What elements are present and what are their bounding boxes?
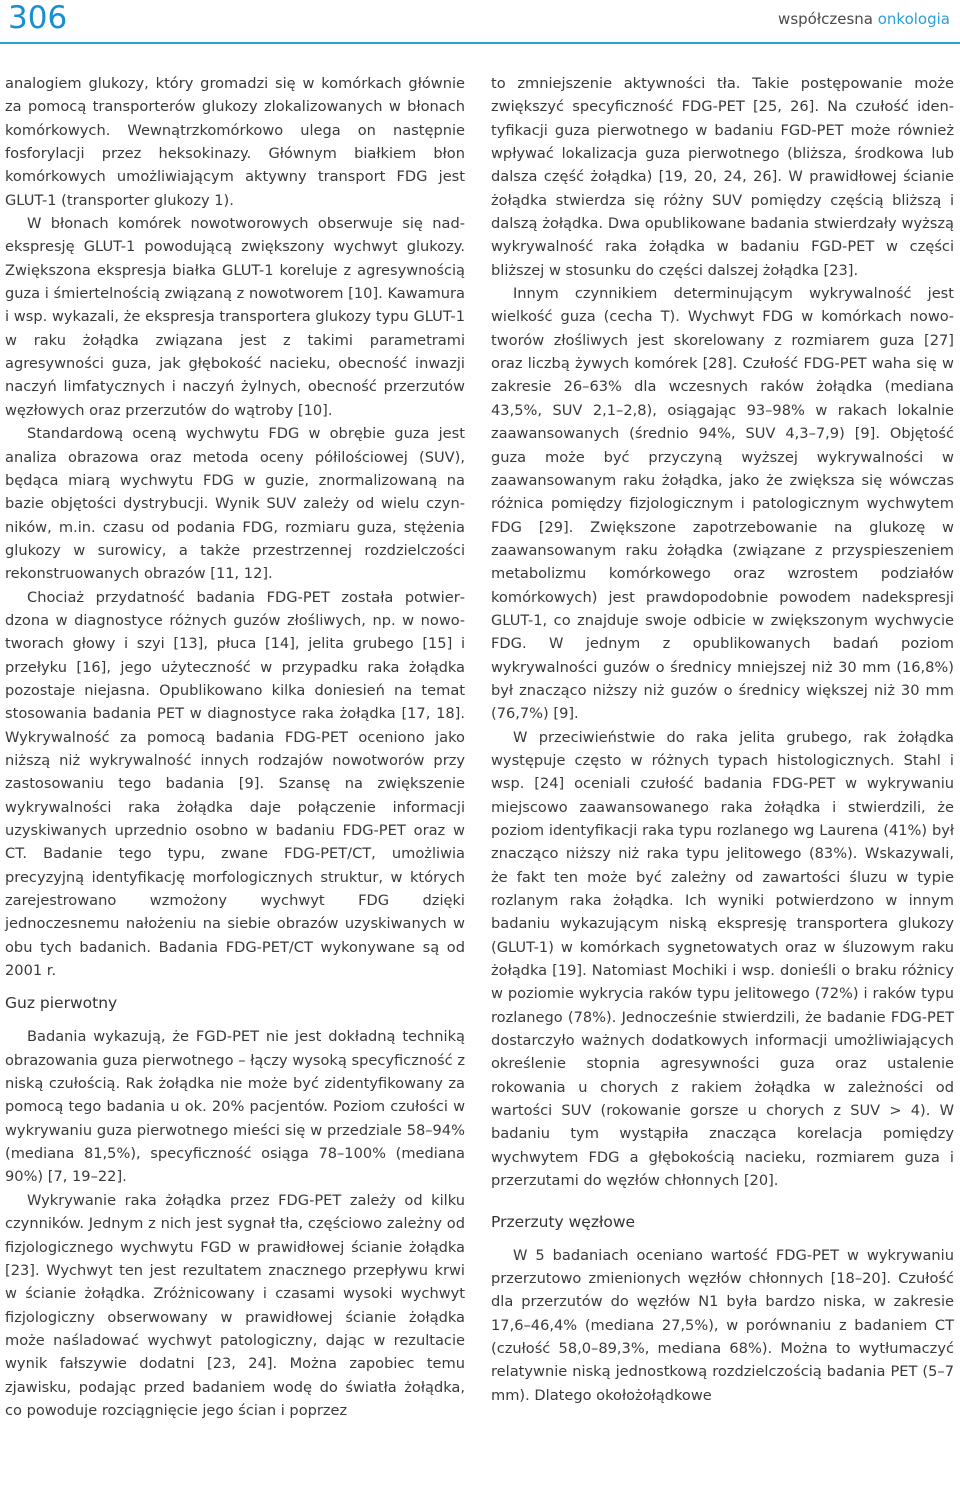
left-column (5, 72, 465, 1422)
paragraph: Standardową oceną wychwytu FDG w obrębie guza jest analiza obrazowa oraz metoda oceny półilościowej (SUV), będąca miarą wychwytu FDG w guzie, znormalizowaną na bazie objętości dystrybucji. Wynik SUV zależy od wielu czynników, m.in. czasu od podania FDG, rozmiaru guza, stężenia glukozy w surowicy, a także przestrzennej rozdzielczości rekonstruowanych obrazów [11, 12]. (5, 425, 465, 583)
paragraph: to zmniejszenie aktywności tła. Takie postępowanie może zwiększyć specyficzność FDG-PET [25, 26]. Na czułość identyfikacji guza pierwotnego w badaniu FGD-PET może również wpływać lokalizacja guza pierwotnego (bliższa, środkowa lub dalsza część żołądka) [19, 20, 24, 26]. W prawidłowej ścianie żołądka stwierdza się różny SUV pomiędzy częścią bliższą i dalszą żołądka. Dwa opublikowane badania stwierdzały wyższą wykrywalność raka żołądka w badaniu FGD-PET w części bliższej w stosunku do części dalszej żołądka [23]. (491, 75, 954, 279)
paragraph: W błonach komórek nowotworowych obserwuje się nadekspresję GLUT-1 powodującą zwiększony wychwyt glukozy. Zwiększona ekspresja białka GLUT-1 koreluje z agresywnością guza i śmiertelnością związaną z nowotworem [10]. Kawamura i wsp. wykazali, że ekspresja transportera glukozy typu GLUT-1 w raku żołądka związana jest z takimi parametrami agresywności guza, jak głębokość nacieku, obecność inwazji naczyń limfatycznych i naczyń żylnych, obecność przerzutów węzłowych oraz przerzutów do wątroby [10]. (5, 215, 465, 419)
paragraph: Innym czynnikiem determinującym wykrywalność jest wielkość guza (cecha T). Wychwyt FDG w komórkach nowotworów złośliwych jest skorelowany z rozmiarem guza [27] oraz liczbą żywych komórek [28]. Czułość FDG-PET waha się w zakresie 26–63% dla wczesnych raków żołądka (mediana 43,5%, SUV 2,1–2,8), osiągając 93–98% w rakach lokalnie zaawansowanych (średnio 94%, SUV 4,3–7,9) [9]. Objętość guza może być przyczyną wyższej wykrywalności w zaawansowanym raku żołądka, jako że zwiększa się wówczas różnica pomiędzy fizjologicznym i patologicznym wychwytem FDG [29]. Zwiększone zapotrzebowanie na glukozę w zaawansowanym raku żołądka (związane z przyspieszeniem metabolizmu komórkowego oraz wzrostem podziałów komórkowych) jest prawdopodobnie powodem nadekspresji GLUT-1, co znajduje swoje odbicie w zwiększonym wychwycie FDG. W jednym z opublikowanych badań poziom wykrywalności guzów o średnicy mniejszej niż 30 mm (16,8%) był znacząco niższy niż guzów o średnicy większej niż 30 mm (76,7%) [9]. (491, 285, 954, 723)
spacer (5, 982, 465, 992)
page-header (0, 0, 960, 40)
section-heading-guz-pierwotny: Guz pierwotny (5, 994, 118, 1013)
spacer (5, 1015, 465, 1025)
spacer (491, 1234, 954, 1244)
journal-title (778, 10, 950, 28)
paragraph: Badania wykazują, że FGD-PET nie jest dokładną techniką obrazowania guza pierwotnego – łączy wysoką specyficzność z niską czułością. Rak żołądka nie może być zidentyfikowany za pomocą tego badania u ok. 20% pacjentów. Poziom czułości w wykrywaniu guza pierwotnego mieści się w przedziale 58–94% (mediana 81,5%), specyficzność osiąga 78–100% (mediana 90%) [7, 19–22]. (5, 1028, 465, 1186)
right-column (491, 72, 954, 1407)
section-heading-przerzuty-wezlowe: Przerzuty węzłowe (491, 1212, 636, 1231)
paragraph: analogiem glukozy, który gromadzi się w komórkach głównie za pomocą transporterów glukozy zlokalizowanych w błonach komórkowych. Wewnątrzkomórkowo ulega on następnie fosforylacji przez heksokinazy. Głównym białkiem błon komórkowych umożliwiającym aktywny transport FDG jest GLUT-1 (transporter glukozy 1). (5, 75, 465, 209)
paragraph: W 5 badaniach oceniano wartość FDG-PET w wykrywaniu przerzutowo zmienionych węzłów chłonnych [18–20]. Czułość dla przerzutów do węzłów N1 była bardzo niska, w zakresie 17,6–46,4% (mediana 27,5%), w porównaniu z badaniem CT (czułość 58,0–89,3%, mediana 68%). Można to wytłumaczyć relatywnie niską jednostkową rozdzielczością badania PET (5–7 mm). Dlatego okołożołądkowe (491, 1246, 954, 1404)
paragraph: W przeciwieństwie do raka jelita grubego, rak żołądka występuje często w różnych typach histologicznych. Stahl i wsp. [24] oceniali czułość badania FDG-PET w wykrywaniu miejscowo zaawansowanego raka żołądka i stwierdzili, że poziom identyfikacji raka typu rozlanego wg Laurena (41%) był znacząco niższy niż raka typu jelitowego (83%). Wskazywali, że fakt ten może być zależny od zawartości śluzu w typie rozlanym raka żołądka. Ich wyniki potwierdzono w innym badaniu wykazującym niską ekspresję transportera glukozy (GLUT-1) w komórkach sygnetowatych oraz w śluzowym raku żołądka [19]. Natomiast Mochiki i wsp. donieśli o braku różnicy w poziomie wykrycia raków typu jelitowego (72%) i raków typu rozlanego (78%). Jednocześnie stwierdzili, że badanie FDG-PET dostarczyło ważnych dodatkowych informacji umożliwiających określenie stopnia agresywności guza oraz ustalenie rokowania u chorych z rakiem żołądka w zależności od wartości SUV (rokowanie gorsze u chorych z SUV > 4). W badaniu tym wystąpiła znacząca korelacja pomiędzy wychwytem FDG a głębokością nacieku, rozmiarem guza i przerzutami do węzłów chłonnych [20]. (491, 728, 954, 1190)
journal-title-prefix: współczesna (778, 10, 873, 28)
spacer (491, 1193, 954, 1211)
page-number: 306 (8, 0, 68, 36)
paragraph: Wykrywanie raka żołądka przez FDG-PET zależy od kilku czynników. Jednym z nich jest sygnał tła, częściowo zależny od fizjologicznego wychwytu FGD w prawidłowej ścianie żołądka [23]. Wychwyt ten jest rezultatem znacznego przepływu krwi w ścianie żołądka. Zróżnicowany i czasami wysoki wychwyt fizjologiczny obserwowany w prawidłowej ścianie żołądka może naśladować wychwyt patologiczny, dając w rezultacie wynik fałszywie dodatni [23, 24]. Można zapobiec temu zjawisku, podając przed badaniem wodę do światła żołądka, co powoduje rozciągnięcie jego ścian i poprzez (5, 1191, 465, 1419)
header-divider (0, 42, 960, 44)
paragraph: Chociaż przydatność badania FDG-PET została potwierdzona w diagnostyce różnych guzów złośliwych, np. w nowotworach głowy i szyi [13], płuca [14], jelita grubego [15] i przełyku [16], jego użyteczność w przypadku raka żołądka pozostaje niejasna. Opublikowano kilka doniesień na temat stosowania badania PET w diagnostyce raka żołądka [17, 18]. Wykrywalność za pomocą badania FDG-PET oceniono jako niższą niż wykrywalność innych rodzajów nowotworów przy zastosowaniu tego badania [9]. Szansę na zwiększenie wykrywalności raka żołądka daje połączenie informacji uzyskiwanych uprzednio osobno w badaniu FDG-PET oraz w CT. Badanie tego typu, zwane FDG-PET/CT, umożliwia precyzyjną identyfikację morfologicznych struktur, w których zarejestrowano wzmożony wychwyt FDG dzięki jednoczesnemu nałożeniu na siebie obrazów uzyskiwanych w obu tych badanich. Badania FDG-PET/CT wykonywane są od 2001 r. (5, 588, 465, 980)
journal-title-accent: onkologia (877, 10, 950, 28)
